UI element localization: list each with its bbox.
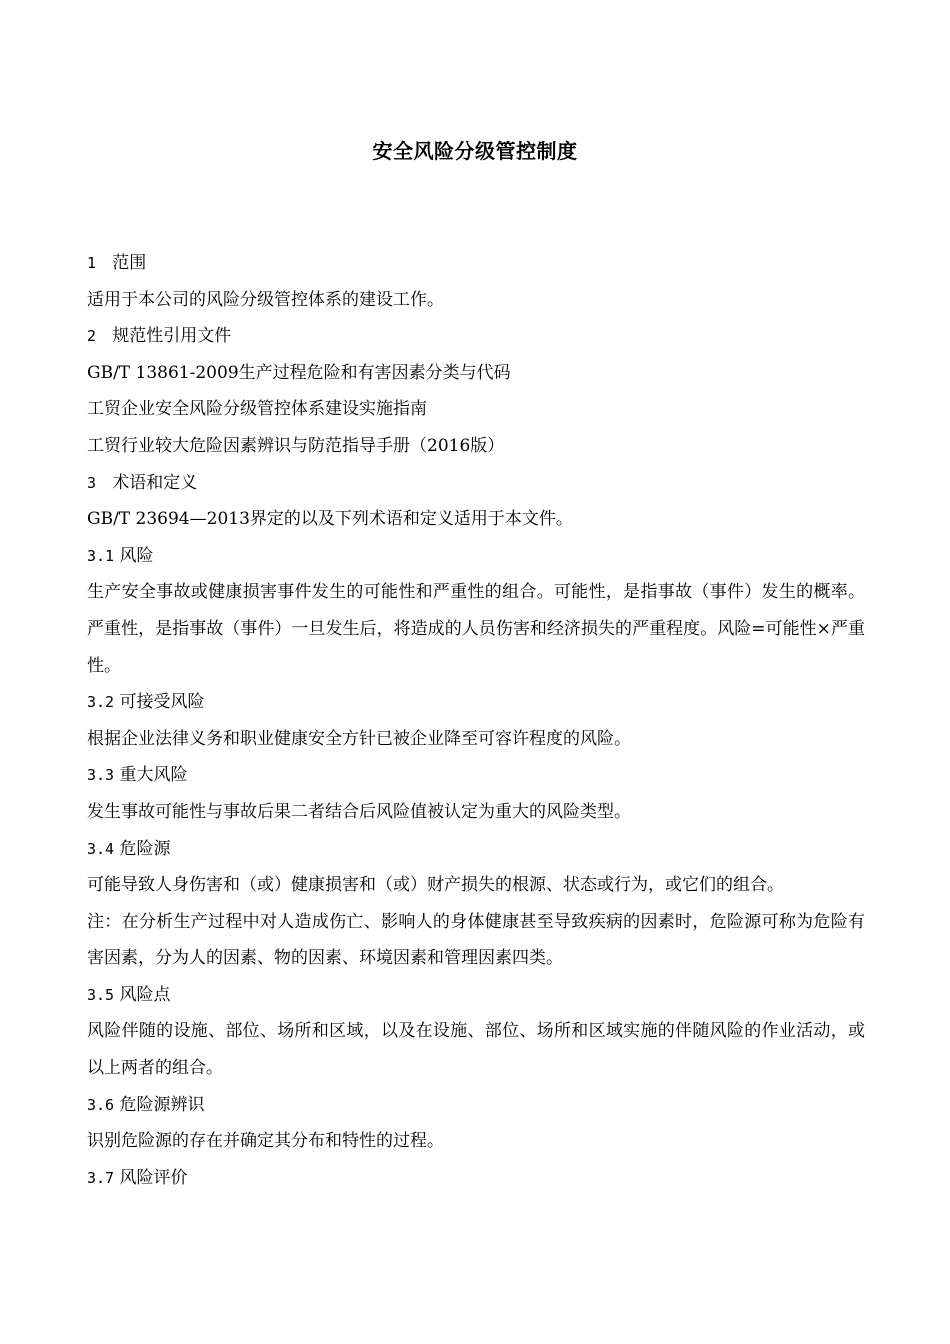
subsection-number: 3.4 [87, 839, 115, 858]
section-heading [87, 245, 865, 282]
subsection-heading [87, 1160, 865, 1197]
subsection-number: 3.7 [87, 1168, 115, 1187]
subsection-heading [87, 831, 865, 868]
subsection-heading [87, 977, 865, 1014]
subsection-heading-text: 风险评价 [119, 1167, 188, 1188]
reference-item: 工贸行业较大危险因素辨识与防范指导手册（2016版） [87, 435, 505, 456]
reference-item: GB/T 13861-2009生产过程危险和有害因素分类与代码 [87, 362, 511, 383]
subsection-number: 3.1 [87, 546, 115, 565]
subsection-heading [87, 684, 865, 721]
subsection-heading-text: 风险点 [119, 984, 171, 1005]
subsection-heading-text: 危险源辨识 [119, 1094, 205, 1115]
subsection-heading [87, 757, 865, 794]
subsection-number: 3.3 [87, 766, 115, 785]
section-number: 1 [87, 254, 97, 272]
paragraph: 可能导致人身伤害和（或）健康损害和（或）财产损失的根源、状态或行为，或它们的组合。 [87, 875, 784, 896]
subsection-heading-text: 重大风险 [119, 765, 188, 786]
section-number: 2 [87, 327, 97, 346]
section-heading [87, 465, 865, 502]
section-heading [87, 318, 865, 355]
paragraph: 风险伴随的设施、部位、场所和区域，以及在设施、部位、场所和区域实施的伴随风险的作业活动，或以上两者的组合。 [87, 1021, 865, 1079]
note-paragraph: 注：在分析生产过程中对人造成伤亡、影响人的身体健康甚至导致疾病的因素时，危险源可称为危险有害因素，分为人的因素、物的因素、环境因素和管理因素四类。 [87, 911, 865, 969]
subsection-heading [87, 538, 865, 575]
paragraph: 根据企业法律义务和职业健康安全方针已被企业降至可容许程度的风险。 [87, 728, 631, 749]
paragraph: 适用于本公司的风险分级管控体系的建设工作。 [87, 289, 444, 310]
section-heading-text: 术语和定义 [112, 472, 198, 493]
section-heading-text: 范围 [112, 253, 147, 273]
subsection-heading-text: 危险源 [119, 838, 171, 859]
document-body [87, 245, 865, 1196]
paragraph: 生产安全事故或健康损害事件发生的可能性和严重性的组合。可能性，是指事故（事件）发生的概率。严重性，是指事故（事件）一旦发生后，将造成的人员伤害和经济损失的严重程度。风险=可能性×严重性。 [87, 582, 865, 676]
paragraph: 识别危险源的存在并确定其分布和特性的过程。 [87, 1131, 444, 1152]
section-number: 3 [87, 473, 97, 492]
paragraph: 发生事故可能性与事故后果二者结合后风险值被认定为重大的风险类型。 [87, 801, 631, 822]
subsection-heading-text: 风险 [119, 545, 154, 566]
subsection-heading [87, 1087, 865, 1124]
paragraph: GB/T 23694—2013界定的以及下列术语和定义适用于本文件。 [87, 509, 573, 530]
subsection-heading-text: 可接受风险 [119, 692, 205, 713]
page-title: 安全风险分级管控制度 [372, 139, 578, 163]
section-heading-text: 规范性引用文件 [112, 326, 232, 347]
subsection-number: 3.2 [87, 693, 115, 712]
subsection-number: 3.5 [87, 985, 115, 1004]
reference-item: 工贸企业安全风险分级管控体系建设实施指南 [87, 399, 427, 420]
subsection-number: 3.6 [87, 1095, 115, 1114]
